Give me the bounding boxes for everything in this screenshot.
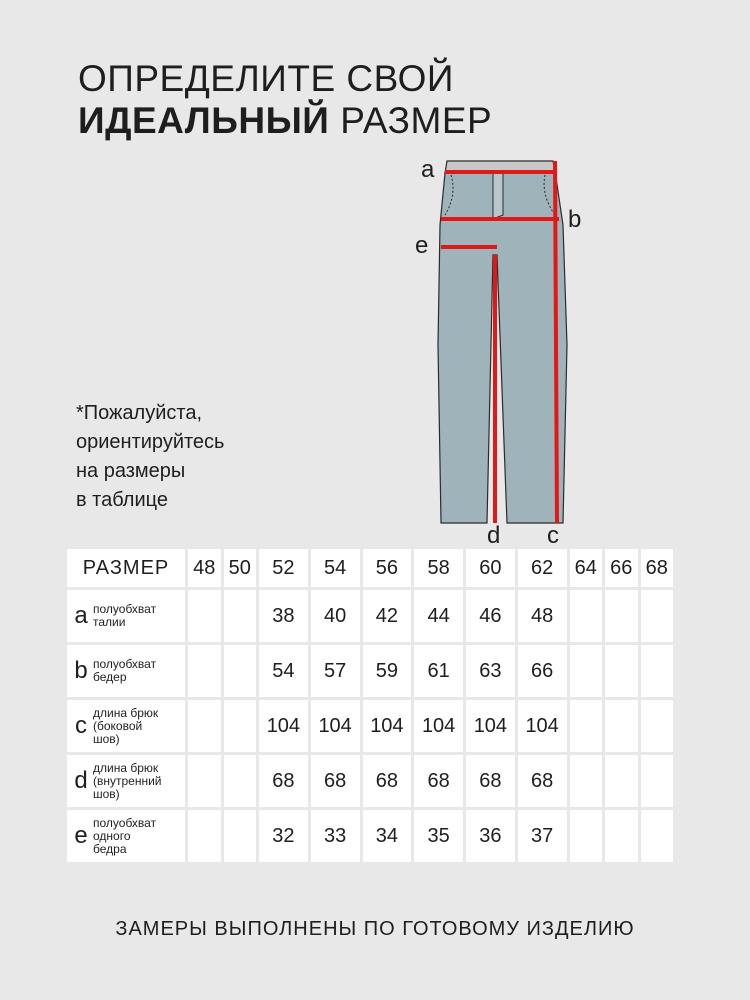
value-cell [641, 810, 674, 862]
value-cell: 35 [414, 810, 463, 862]
table-row-e [67, 810, 673, 862]
row-header-b [67, 645, 185, 697]
value-cell: 68 [311, 755, 360, 807]
title-bold-word: ИДЕАЛЬНЫЙ [78, 100, 330, 141]
row-letter: b [74, 657, 88, 684]
desc-line: (внутренний [93, 773, 162, 788]
row-letter: c [75, 712, 87, 739]
desc-line: шов) [93, 731, 120, 746]
note-line: ориентируйтесь [76, 431, 225, 453]
value-cell [188, 700, 221, 752]
size-header-label: РАЗМЕР [67, 549, 185, 587]
value-cell [641, 590, 674, 642]
value-cell [570, 645, 603, 697]
value-cell [641, 700, 674, 752]
value-cell: 68 [466, 755, 515, 807]
value-cell: 48 [518, 590, 567, 642]
row-header-d [67, 755, 185, 807]
desc-line: длина брюк [93, 705, 159, 720]
note-line: на размеры [76, 460, 186, 482]
size-header-cell: 60 [466, 549, 515, 587]
table-row-b [67, 645, 673, 697]
value-cell [605, 645, 638, 697]
value-cell: 33 [311, 810, 360, 862]
table-row-a [67, 590, 673, 642]
value-cell: 104 [259, 700, 308, 752]
desc-line: одного [93, 828, 131, 843]
size-header-cell: 48 [188, 549, 221, 587]
value-cell: 38 [259, 590, 308, 642]
desc-line: шов) [93, 786, 120, 801]
title-line-1: ОПРЕДЕЛИТЕ СВОЙ [78, 58, 454, 99]
value-cell [188, 645, 221, 697]
fly-shape [493, 171, 503, 219]
table-header-row [67, 549, 673, 587]
row-header-e [67, 810, 185, 862]
label-a: a [421, 156, 435, 183]
desc-line: бедра [93, 841, 127, 856]
note-line: *Пожалуйста, [76, 402, 203, 424]
desc-line: полуобхват [93, 657, 157, 671]
value-cell: 104 [466, 700, 515, 752]
desc-line: (боковой [93, 718, 143, 733]
row-header-c [67, 700, 185, 752]
trousers-diagram [405, 145, 605, 545]
value-cell: 104 [518, 700, 567, 752]
value-cell [188, 590, 221, 642]
value-cell: 46 [466, 590, 515, 642]
value-cell: 34 [363, 810, 412, 862]
row-letter: d [74, 767, 88, 794]
value-cell [570, 755, 603, 807]
note-line: в таблице [76, 489, 168, 511]
desc-line: длина брюк [93, 760, 159, 775]
value-cell: 42 [363, 590, 412, 642]
row-description [93, 658, 181, 684]
value-cell: 66 [518, 645, 567, 697]
value-cell [605, 810, 638, 862]
title-line-2 [78, 100, 492, 142]
value-cell: 68 [259, 755, 308, 807]
size-header-cell: 56 [363, 549, 412, 587]
value-cell: 61 [414, 645, 463, 697]
row-description [93, 817, 181, 856]
page-title [78, 58, 492, 142]
table-row-d [67, 755, 673, 807]
desc-line: полуобхват [93, 602, 157, 616]
value-cell: 104 [414, 700, 463, 752]
value-cell: 40 [311, 590, 360, 642]
row-header-a [67, 590, 185, 642]
size-header-cell: 66 [605, 549, 638, 587]
value-cell [224, 645, 257, 697]
value-cell [605, 590, 638, 642]
value-cell [570, 700, 603, 752]
value-cell: 68 [414, 755, 463, 807]
value-cell: 36 [466, 810, 515, 862]
value-cell [605, 700, 638, 752]
row-letter: a [74, 602, 88, 629]
row-letter: e [74, 822, 88, 849]
row-description [93, 603, 181, 629]
desc-line: полуобхват [93, 815, 157, 830]
value-cell: 37 [518, 810, 567, 862]
desc-line: бедер [93, 670, 127, 684]
value-cell [224, 755, 257, 807]
label-e: e [415, 232, 429, 259]
value-cell [224, 810, 257, 862]
value-cell: 68 [363, 755, 412, 807]
value-cell [188, 810, 221, 862]
value-cell: 104 [363, 700, 412, 752]
value-cell [641, 755, 674, 807]
value-cell: 54 [259, 645, 308, 697]
size-header-cell: 62 [518, 549, 567, 587]
label-d: d [487, 522, 501, 545]
value-cell: 44 [414, 590, 463, 642]
title-rest-word: РАЗМЕР [340, 100, 493, 141]
size-header-cell: 54 [311, 549, 360, 587]
row-description [93, 707, 181, 746]
footer-note: ЗАМЕРЫ ВЫПОЛНЕНЫ ПО ГОТОВОМУ ИЗДЕЛИЮ [115, 918, 635, 940]
value-cell: 57 [311, 645, 360, 697]
value-cell [605, 755, 638, 807]
measure-c-line [555, 161, 557, 523]
value-cell: 104 [311, 700, 360, 752]
size-table [64, 546, 676, 865]
value-cell [224, 700, 257, 752]
size-header-cell: 52 [259, 549, 308, 587]
label-b: b [568, 206, 582, 233]
value-cell: 59 [363, 645, 412, 697]
trousers-body-shape [438, 171, 567, 523]
label-c: c [547, 522, 559, 545]
value-cell [224, 590, 257, 642]
size-header-cell: 50 [224, 549, 257, 587]
row-description [93, 762, 181, 801]
value-cell [570, 810, 603, 862]
value-cell [641, 645, 674, 697]
value-cell [188, 755, 221, 807]
desc-line: талии [93, 615, 126, 629]
size-header-cell: 64 [570, 549, 603, 587]
value-cell [570, 590, 603, 642]
size-header-cell: 58 [414, 549, 463, 587]
trousers-illustration [405, 145, 605, 545]
size-note [76, 399, 336, 515]
value-cell: 63 [466, 645, 515, 697]
size-header-cell: 68 [641, 549, 674, 587]
table-row-c [67, 700, 673, 752]
value-cell: 68 [518, 755, 567, 807]
value-cell: 32 [259, 810, 308, 862]
